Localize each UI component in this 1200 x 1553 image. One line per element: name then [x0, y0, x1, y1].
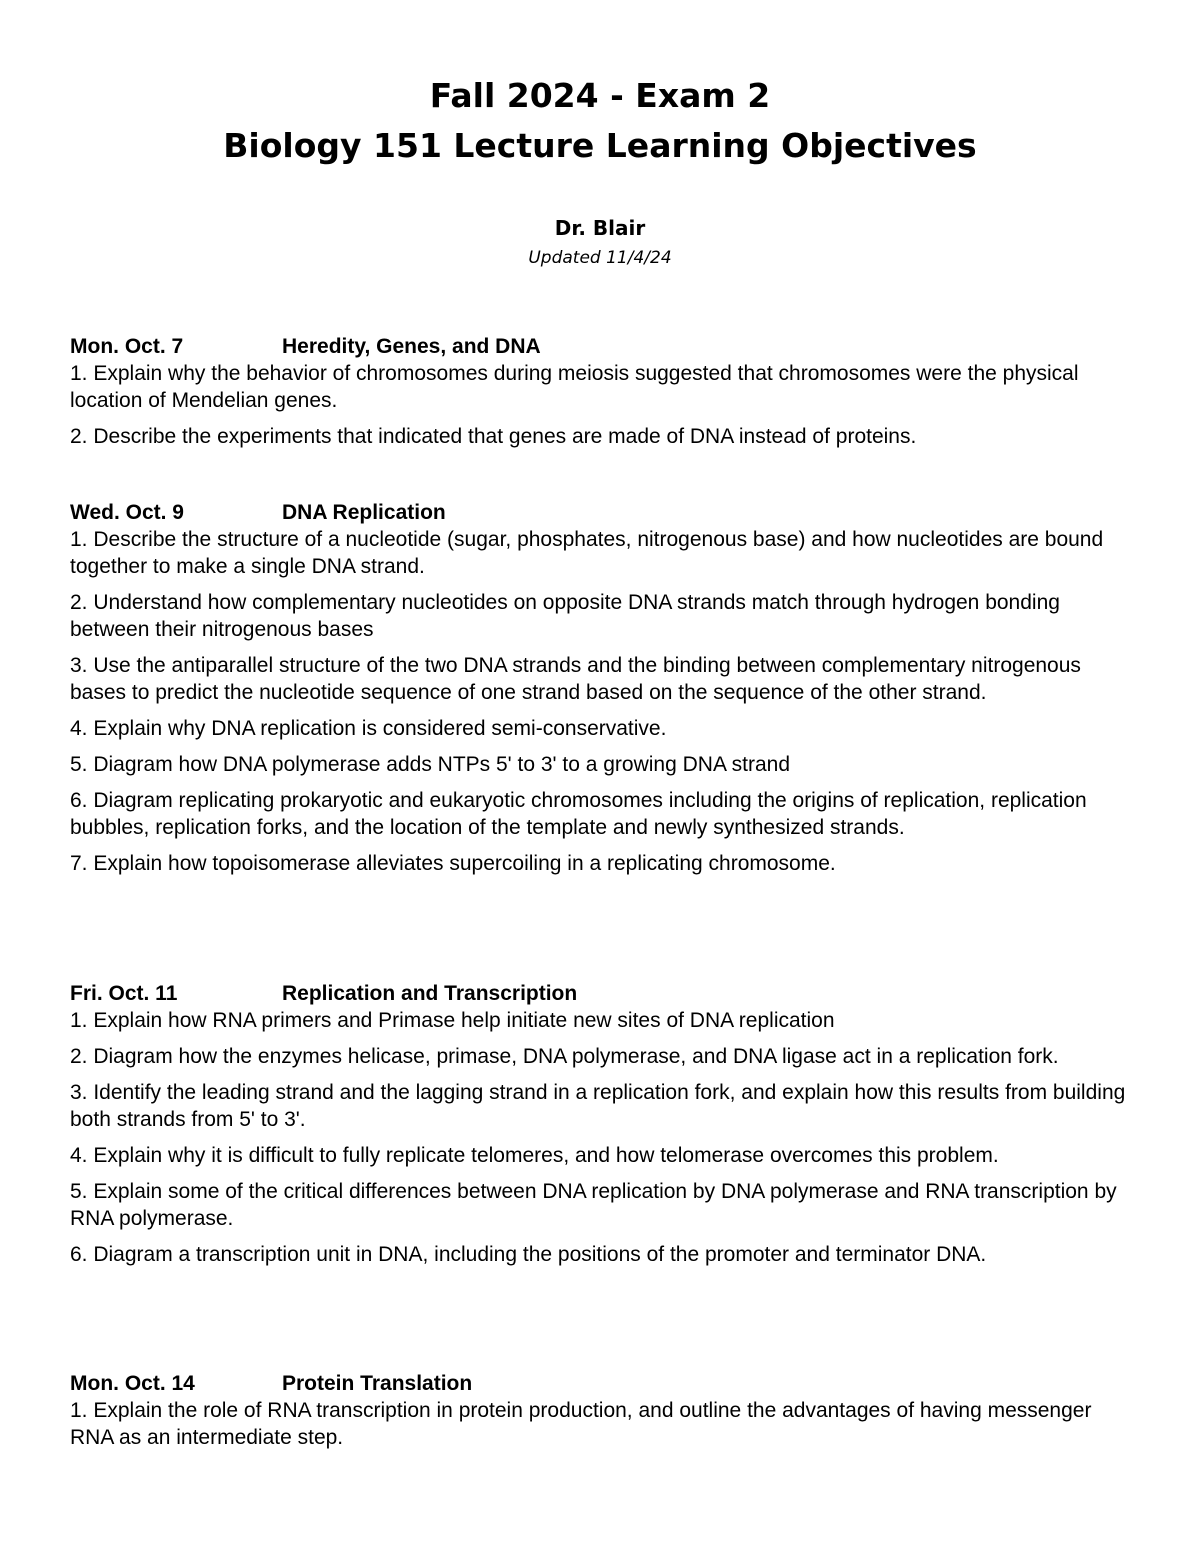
course-title: Biology 151 Lecture Learning Objectives	[223, 126, 977, 165]
objective-item: 3. Use the antiparallel structure of the two DNA strands and the binding between complementary nitrogenous bases to predict the nucleotide sequence of one strand based on the sequence of the other strand.	[70, 654, 1081, 704]
objective-item: 2. Describe the experiments that indicated that genes are made of DNA instead of proteins.	[70, 425, 917, 448]
objective-item: 5. Explain some of the critical differences between DNA replication by DNA polymerase and RNA transcription by RNA polymerase.	[70, 1180, 1117, 1230]
section-topic: DNA Replication	[282, 501, 446, 524]
objective-item: 4. Explain why it is difficult to fully replicate telomeres, and how telomerase overcomes this problem.	[70, 1144, 999, 1167]
objective-item: 3. Identify the leading strand and the lagging strand in a replication fork, and explain how this results from building both strands from 5' to 3'.	[70, 1081, 1126, 1131]
objective-item: 7. Explain how topoisomerase alleviates supercoiling in a replicating chromosome.	[70, 852, 836, 875]
objective-item: 4. Explain why DNA replication is considered semi-conservative.	[70, 717, 667, 740]
objective-item: 2. Understand how complementary nucleotides on opposite DNA strands match through hydrogen bonding between their nitrogenous bases	[70, 591, 1060, 641]
exam-title: Fall 2024 - Exam 2	[429, 76, 771, 115]
objective-item: 2. Diagram how the enzymes helicase, primase, DNA polymerase, and DNA ligase act in a replication fork.	[70, 1045, 1059, 1068]
objective-item: 1. Explain how RNA primers and Primase help initiate new sites of DNA replication	[70, 1009, 835, 1032]
section-date: Mon. Oct. 14	[70, 1372, 195, 1395]
objective-item: 1. Describe the structure of a nucleotide (sugar, phosphates, nitrogenous base) and how nucleotides are bound together to make a single DNA strand.	[70, 528, 1104, 578]
section-heading	[70, 333, 1140, 360]
instructor-name: Dr. Blair	[554, 216, 646, 240]
updated-date: Updated 11/4/24	[528, 248, 672, 268]
section-heading	[70, 980, 1140, 1007]
section-replication-transcription	[70, 980, 1140, 1277]
section-topic: Heredity, Genes, and DNA	[282, 335, 541, 358]
section-topic: Protein Translation	[282, 1372, 473, 1395]
objective-item: 1. Explain why the behavior of chromosomes during meiosis suggested that chromosomes were the physical location of Mendelian genes.	[70, 362, 1079, 412]
section-dna-replication	[70, 499, 1140, 886]
section-topic: Replication and Transcription	[282, 982, 578, 1005]
objective-item: 6. Diagram a transcription unit in DNA, including the positions of the promoter and terminator DNA.	[70, 1243, 987, 1266]
section-heading	[70, 1370, 1140, 1397]
section-heredity	[70, 333, 1140, 459]
section-heading	[70, 499, 1140, 526]
objective-item: 5. Diagram how DNA polymerase adds NTPs 5' to 3' to a growing DNA strand	[70, 753, 791, 776]
section-date: Wed. Oct. 9	[70, 501, 184, 524]
objective-item: 6. Diagram replicating prokaryotic and eukaryotic chromosomes including the origins of replication, replication bubbles, replication forks, and the location of the template and newly synthesized strands.	[70, 789, 1087, 839]
section-date: Fri. Oct. 11	[70, 982, 178, 1005]
section-protein-translation	[70, 1370, 1140, 1460]
objective-item: 1. Explain the role of RNA transcription in protein production, and outline the advantages of having messenger RNA as an intermediate step.	[70, 1399, 1092, 1449]
section-date: Mon. Oct. 7	[70, 335, 184, 358]
